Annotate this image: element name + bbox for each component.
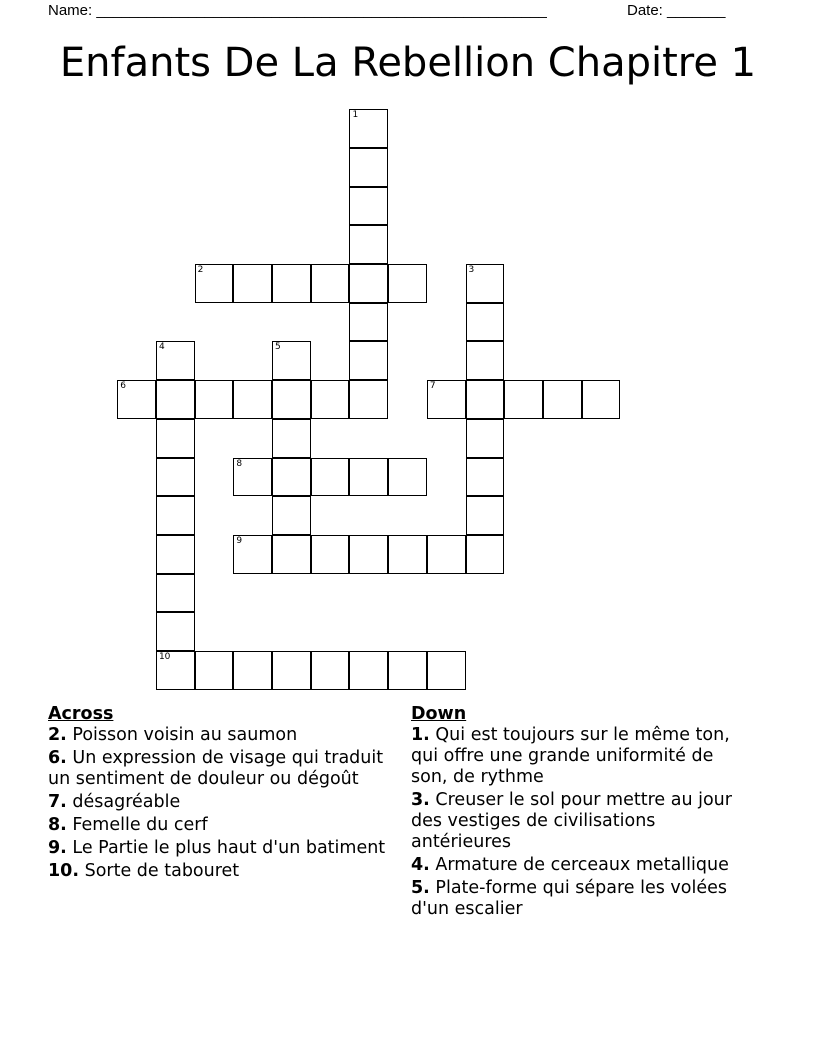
clue-number: 10. — [48, 861, 80, 881]
crossword-cell[interactable] — [427, 535, 466, 574]
crossword-cell[interactable] — [311, 380, 350, 419]
crossword-cell[interactable] — [272, 496, 311, 535]
cell-number: 8 — [236, 458, 243, 469]
down-clue — [411, 790, 741, 853]
crossword-cell[interactable] — [272, 341, 311, 380]
clue-number: 7. — [48, 792, 67, 812]
crossword-cell[interactable] — [349, 264, 388, 303]
across-heading: Across — [48, 704, 114, 724]
down-clues — [411, 704, 741, 922]
cell-number: 5 — [275, 342, 281, 353]
crossword-cell[interactable] — [427, 380, 466, 419]
crossword-cell[interactable] — [156, 341, 195, 380]
crossword-cell[interactable] — [272, 380, 311, 419]
across-clue — [48, 838, 398, 859]
clue-number: 3. — [411, 790, 430, 810]
down-clue — [411, 878, 741, 920]
cell-number: 10 — [158, 652, 171, 663]
clue-text: Armature de cerceaux metallique — [435, 855, 729, 875]
crossword-cell[interactable] — [349, 225, 388, 264]
clue-text: Creuser le sol pour mettre au jour des vestiges de civilisations antérieures — [411, 790, 732, 852]
crossword-cell[interactable] — [272, 264, 311, 303]
crossword-cell[interactable] — [349, 341, 388, 380]
crossword-cell[interactable] — [117, 380, 156, 419]
crossword-cell[interactable] — [349, 380, 388, 419]
cell-number: 6 — [120, 381, 126, 392]
clue-number: 6. — [48, 748, 67, 768]
clue-number: 1. — [411, 725, 430, 745]
crossword-cell[interactable] — [466, 535, 505, 574]
cell-number: 2 — [197, 265, 204, 276]
crossword-cell[interactable] — [466, 341, 505, 380]
clue-number: 4. — [411, 855, 430, 875]
crossword-cell[interactable] — [311, 458, 350, 497]
cell-number: 9 — [236, 535, 243, 546]
clue-text: Qui est toujours sur le même ton, qui offre une grande uniformité de son, de rythme — [411, 725, 730, 787]
crossword-cell[interactable] — [156, 458, 195, 497]
clue-number: 9. — [48, 838, 67, 858]
crossword-cell[interactable] — [195, 264, 234, 303]
crossword-cell[interactable] — [156, 380, 195, 419]
clue-text: désagréable — [72, 792, 181, 812]
crossword-cell[interactable] — [466, 303, 505, 342]
across-clue — [48, 725, 398, 746]
clue-text: Plate-forme qui sépare les volées d'un escalier — [411, 878, 727, 919]
cell-number: 3 — [468, 265, 475, 276]
down-heading: Down — [411, 704, 467, 724]
crossword-cell[interactable] — [272, 458, 311, 497]
across-clue — [48, 861, 398, 882]
clue-number: 2. — [48, 725, 67, 745]
crossword-cell[interactable] — [195, 380, 234, 419]
crossword-cell[interactable] — [349, 458, 388, 497]
crossword-cell[interactable] — [272, 419, 311, 458]
date-field: Date: _______ — [627, 2, 726, 19]
crossword-cell[interactable] — [233, 535, 272, 574]
crossword-cell[interactable] — [349, 109, 388, 148]
crossword-cell[interactable] — [582, 380, 621, 419]
across-clue — [48, 748, 398, 790]
across-clue — [48, 792, 398, 813]
crossword-cell[interactable] — [272, 535, 311, 574]
across-clue — [48, 815, 398, 836]
crossword-cell[interactable] — [233, 458, 272, 497]
crossword-cell[interactable] — [349, 535, 388, 574]
crossword-cell[interactable] — [466, 496, 505, 535]
crossword-cell[interactable] — [156, 496, 195, 535]
crossword-cell[interactable] — [349, 651, 388, 690]
crossword-cell[interactable] — [233, 264, 272, 303]
clue-number: 8. — [48, 815, 67, 835]
crossword-cell[interactable] — [388, 535, 427, 574]
crossword-cell[interactable] — [156, 651, 195, 690]
crossword-cell[interactable] — [349, 187, 388, 226]
crossword-cell[interactable] — [388, 458, 427, 497]
crossword-cell[interactable] — [466, 264, 505, 303]
clue-text: Femelle du cerf — [72, 815, 208, 835]
crossword-cell[interactable] — [311, 535, 350, 574]
crossword-cell[interactable] — [543, 380, 582, 419]
across-clues — [48, 704, 398, 884]
page-title: Enfants De La Rebellion Chapitre 1 — [59, 40, 757, 86]
crossword-cell[interactable] — [349, 303, 388, 342]
cell-number: 4 — [158, 342, 165, 353]
crossword-cell[interactable] — [311, 264, 350, 303]
crossword-cell[interactable] — [156, 535, 195, 574]
crossword-cell[interactable] — [466, 419, 505, 458]
crossword-cell[interactable] — [156, 612, 195, 651]
crossword-cell[interactable] — [466, 380, 505, 419]
clue-number: 5. — [411, 878, 430, 898]
crossword-cell[interactable] — [233, 651, 272, 690]
crossword-cell[interactable] — [504, 380, 543, 419]
crossword-cell[interactable] — [311, 651, 350, 690]
clue-text: Poisson voisin au saumon — [72, 725, 298, 745]
cell-number: 1 — [352, 110, 359, 121]
crossword-cell[interactable] — [233, 380, 272, 419]
crossword-cell[interactable] — [349, 148, 388, 187]
clue-text: Un expression de visage qui traduit un sentiment de douleur ou dégoût — [48, 748, 384, 789]
cell-number: 7 — [429, 381, 436, 392]
crossword-cell[interactable] — [156, 419, 195, 458]
crossword-cell[interactable] — [272, 651, 311, 690]
crossword-cell[interactable] — [388, 651, 427, 690]
crossword-cell[interactable] — [195, 651, 234, 690]
crossword-cell[interactable] — [156, 574, 195, 613]
down-clue — [411, 725, 741, 788]
clue-text: Le Partie le plus haut d'un batiment — [72, 838, 386, 858]
clue-text: Sorte de tabouret — [84, 861, 240, 881]
crossword-cell[interactable] — [466, 458, 505, 497]
name-field: Name: ______________________________________________________ — [48, 2, 547, 19]
crossword-cell[interactable] — [388, 264, 427, 303]
crossword-cell[interactable] — [427, 651, 466, 690]
down-clue — [411, 855, 741, 876]
